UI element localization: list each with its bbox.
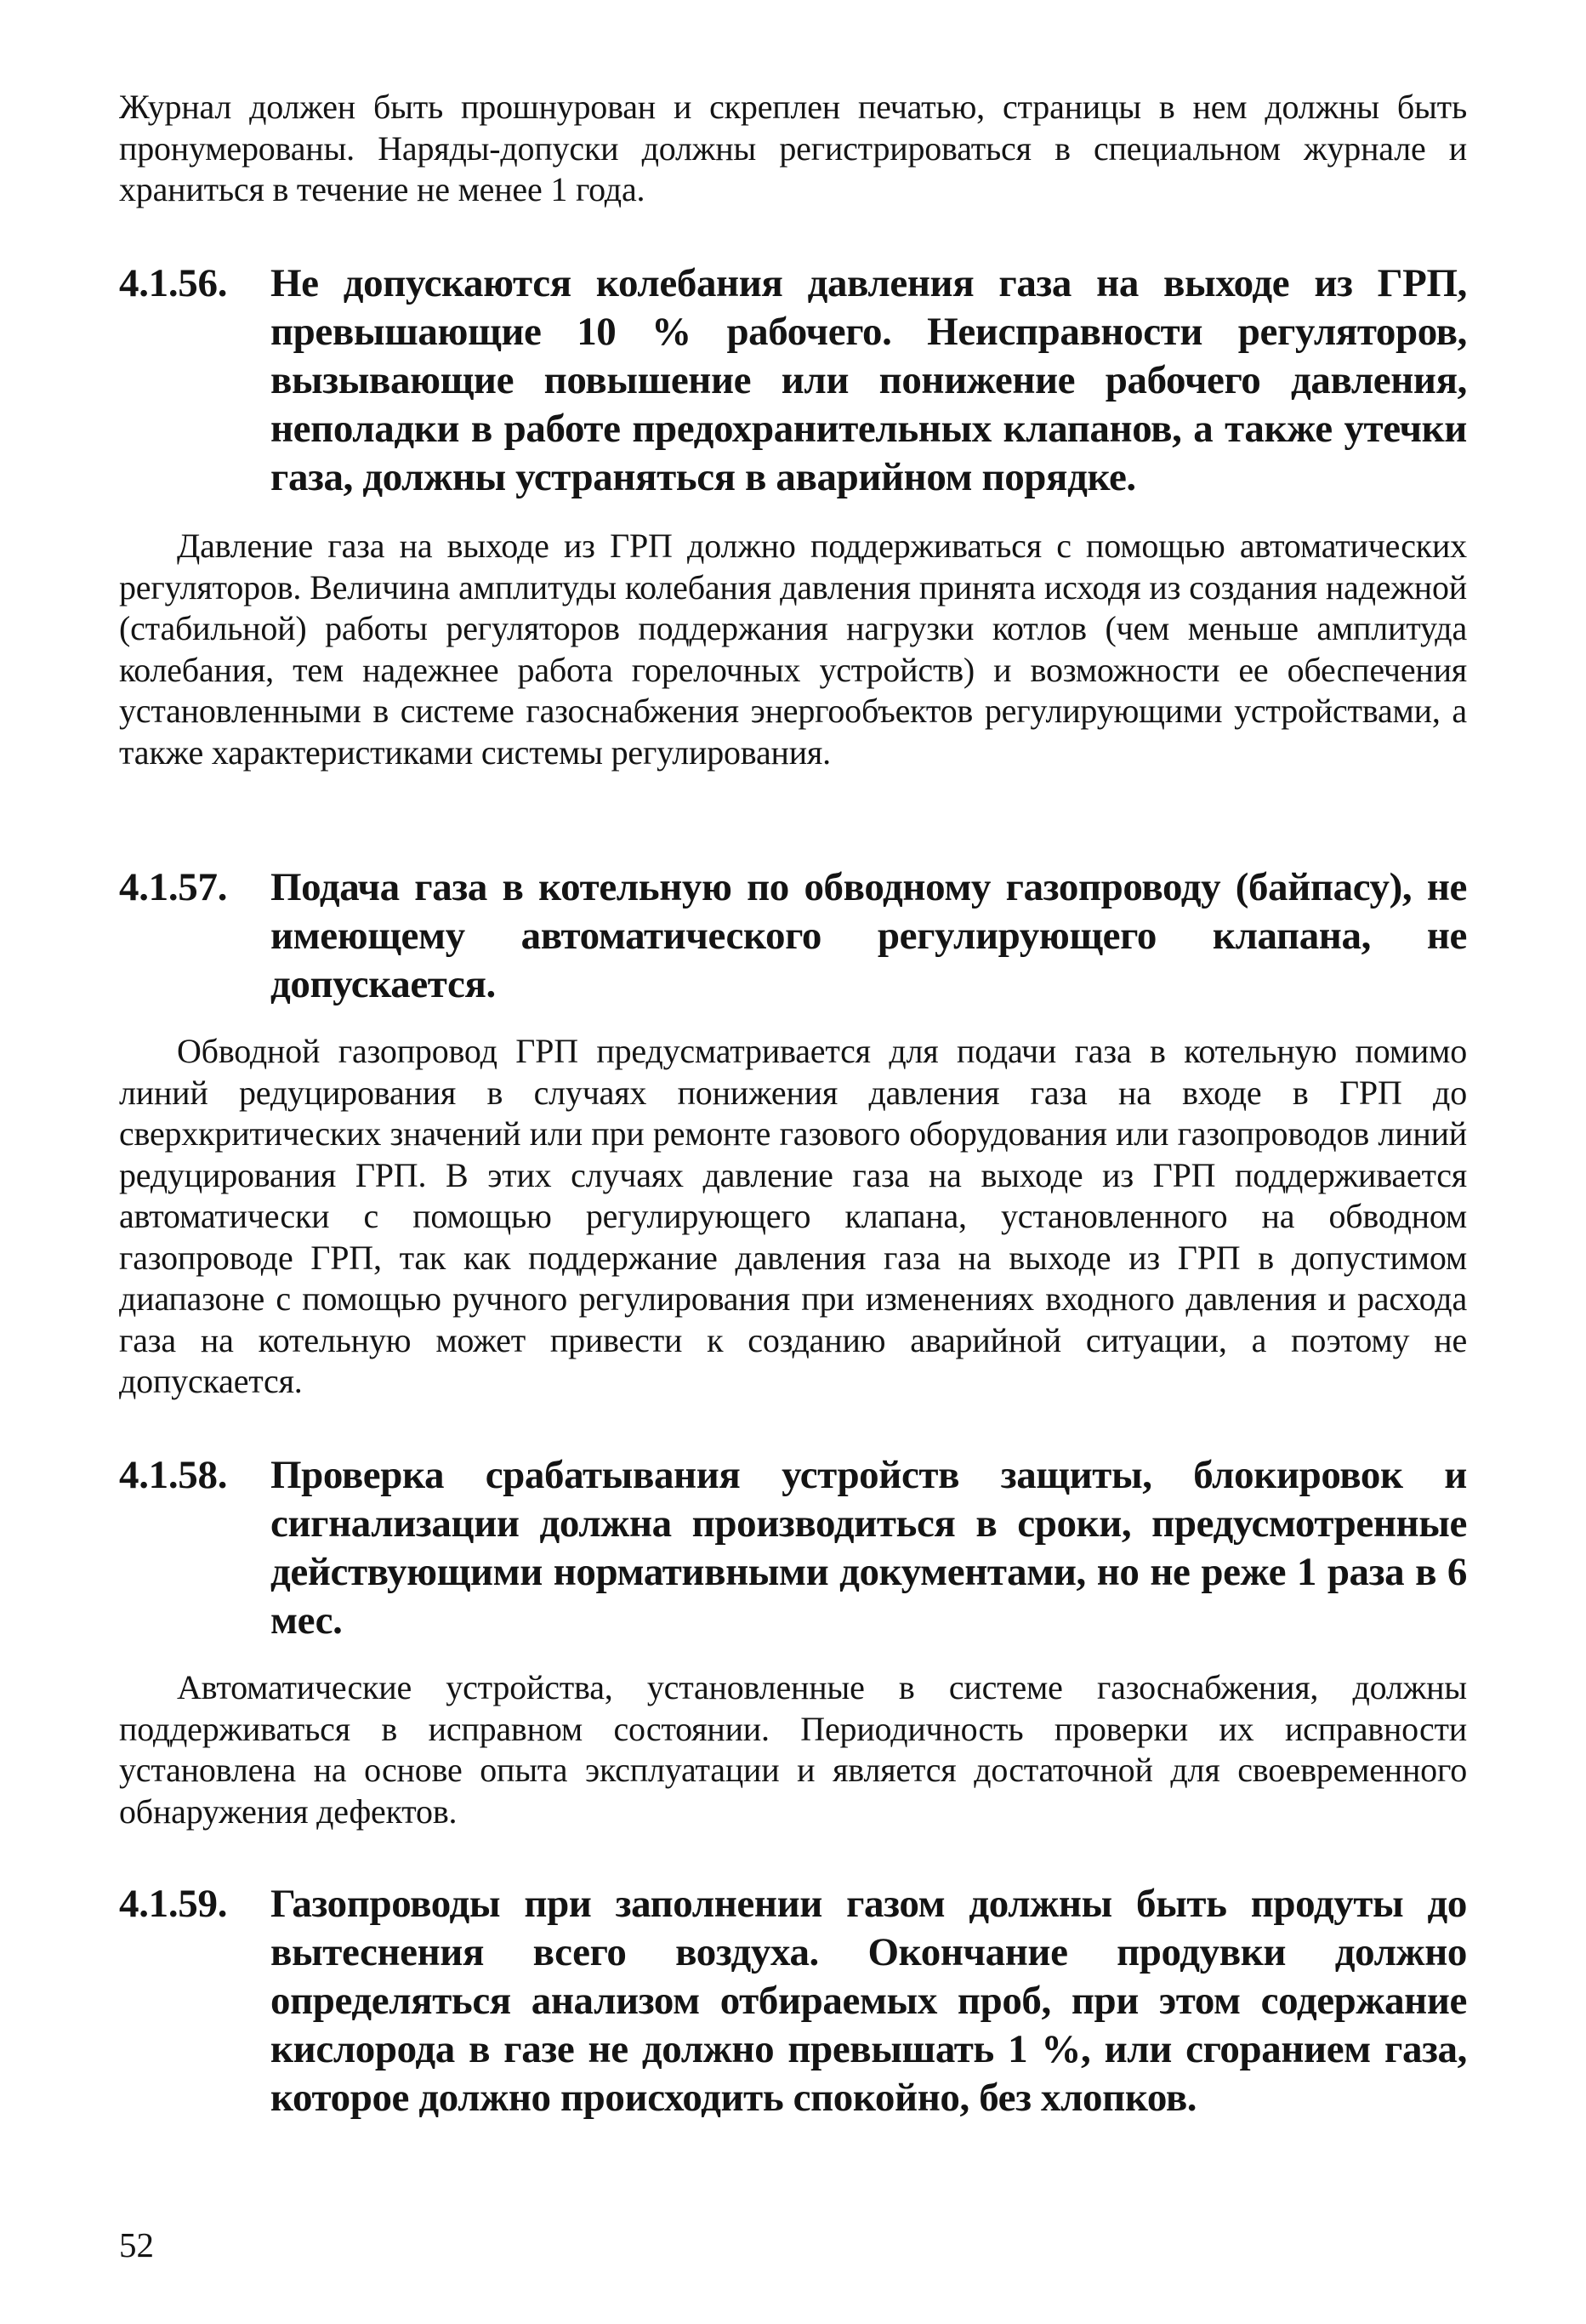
clause-number: 4.1.58.	[119, 1453, 228, 1497]
intro-paragraph: Журнал должен быть прошнурован и скреплен печатью, страницы в нем должны быть пронумерованы. Наряды-допуски должны регистрироваться в специальном журнале и храниться в течение не менее 1 года.	[119, 88, 1467, 208]
page-number: 52	[119, 2225, 154, 2264]
clause-4-1-58	[119, 1451, 1467, 1645]
clause-4-1-59	[119, 1880, 1467, 2122]
clause-heading: Не допускаются колебания давления газа на выходе из ГРП, превышающие 10 % рабочего. Неисправности регуляторов, вызывающие повышение или понижение рабочего давления, неполадки в работе предохранительных клапанов, а также утечки газа, должны устраняться в аварийном порядке.	[270, 261, 1467, 499]
clause-number: 4.1.56.	[119, 261, 228, 305]
clause-heading: Проверка срабатывания устройств защиты, блокировок и сигнализации должна производиться в сроки, предусмотренные действующими нормативными документами, но не реже 1 раза в 6 мес.	[270, 1453, 1467, 1643]
clause-4-1-57-body	[119, 1031, 1467, 1403]
intro-block	[119, 87, 1467, 211]
clause-heading: Газопроводы при заполнении газом должны быть продуты до вытеснения всего воздуха. Окончание продувки должно определяться анализом отбираемых проб, при этом содержание кислорода в газе не должно превышать 1 %, или сгоранием газа, которое должно происходить спокойно, без хлопков.	[270, 1882, 1467, 2120]
clause-body: Обводной газопровод ГРП предусматривается для подачи газа в котельную помимо линий редуцирования в случаях понижения давления газа на входе в ГРП до сверхкритических значений или при ремонте газового оборудования или газопроводов линий редуцирования ГРП. В этих случаях давление газа на выходе из ГРП поддерживается автоматически с помощью регулирующего клапана, установленного на обводном газопроводе ГРП, так как поддержание давления газа на выходе из ГРП в допустимом диапазоне с помощью ручного регулирования при изменениях входного давления и расхода газа на котельную может привести к созданию аварийной ситуации, а поэтому не допускается.	[119, 1032, 1467, 1400]
clause-4-1-56-body	[119, 526, 1467, 773]
clause-4-1-58-body	[119, 1667, 1467, 1832]
clause-body: Автоматические устройства, установленные в системе газоснабжения, должны поддерживаться в исправном состоянии. Периодичность проверки их исправности установлена на основе опыта эксплуатации и является достаточной для своевременного обнаружения дефектов.	[119, 1668, 1467, 1831]
clause-number: 4.1.59.	[119, 1882, 228, 1926]
clause-number: 4.1.57.	[119, 865, 228, 909]
clause-heading: Подача газа в котельную по обводному газопроводу (байпасу), не имеющему автоматического регулирующего клапана, не допускается.	[270, 865, 1467, 1006]
clause-4-1-57	[119, 863, 1467, 1009]
clause-body: Давление газа на выходе из ГРП должно поддерживаться с помощью автоматических регуляторов. Величина амплитуды колебания давления принята исходя из создания надежной (стабильной) работы регуляторов поддержания нагрузки котлов (чем меньше амплитуда колебания, тем надежнее работа горелочных устройств) и возможности ее обеспечения установленными в системе газоснабжения энергообъектов регулирующими устройствами, а также характеристиками системы регулирования.	[119, 527, 1467, 772]
clause-4-1-56	[119, 259, 1467, 502]
